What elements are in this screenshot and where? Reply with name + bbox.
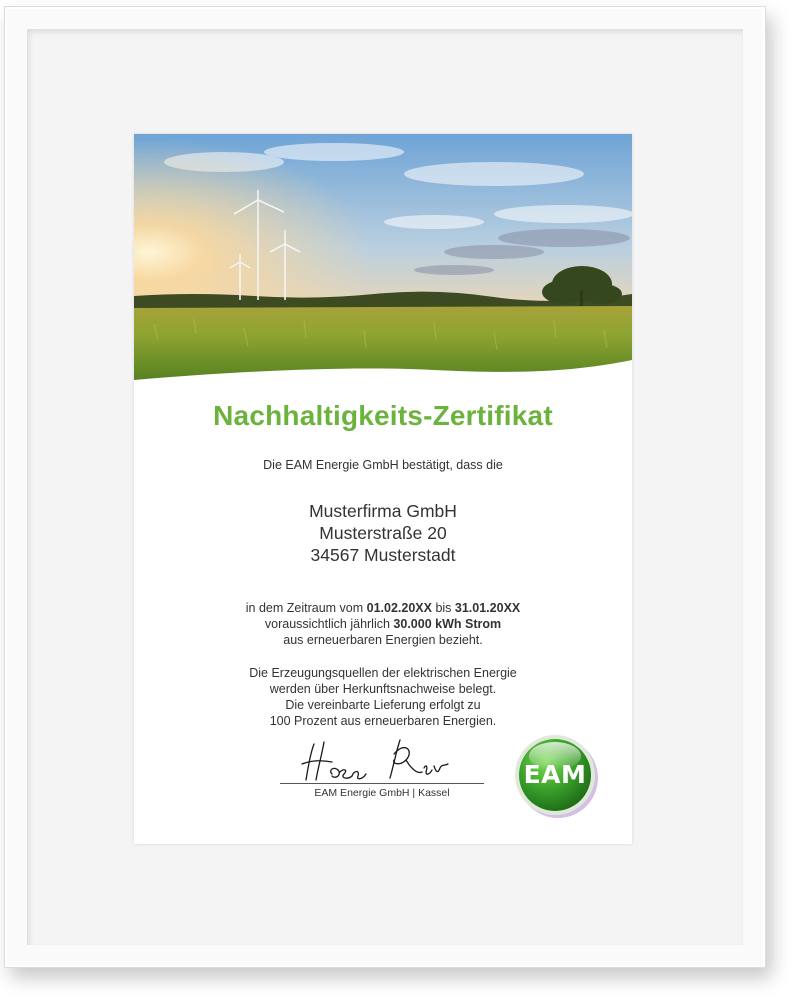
source-line: aus erneuerbaren Energien bezieht. (283, 633, 483, 647)
certificate-title: Nachhaltigkeits-Zertifikat (213, 400, 553, 431)
consumption-amount: 30.000 kWh Strom (393, 617, 502, 631)
signer-caption: EAM Energie GmbH | Kassel (314, 787, 450, 799)
period-line (134, 600, 632, 616)
signature-line (280, 783, 484, 784)
period-paragraph (134, 600, 632, 648)
consumption-prefix: voraussichtlich jährlich (264, 617, 394, 631)
certificate (134, 134, 632, 844)
logo-text: EAM (523, 760, 587, 789)
period-end: 31.01.20XX (454, 601, 521, 615)
handwritten-signatures (282, 734, 488, 786)
info-line: Die Erzeugungsquellen der elektrischen Energie (249, 666, 517, 680)
info-line: Die vereinbarte Lieferung erfolgt zu (285, 698, 481, 712)
recipient-city: 34567 Musterstadt (310, 545, 456, 565)
info-paragraph (134, 665, 632, 729)
recipient-street: Musterstraße 20 (319, 523, 447, 543)
recipient-address (134, 500, 632, 566)
recipient-company: Musterfirma GmbH (309, 501, 457, 521)
info-line: werden über Herkunftsnachweise belegt. (269, 682, 497, 696)
info-line: 100 Prozent aus erneuerbaren Energien. (269, 714, 497, 728)
eam-logo (514, 734, 600, 820)
hero-image (134, 134, 632, 386)
intro-text: Die EAM Energie GmbH bestätigt, dass die (263, 458, 503, 472)
period-prefix: in dem Zeitraum vom (245, 601, 367, 615)
period-start: 01.02.20XX (366, 601, 432, 615)
period-between: bis (431, 601, 455, 615)
consumption-line (134, 616, 632, 632)
